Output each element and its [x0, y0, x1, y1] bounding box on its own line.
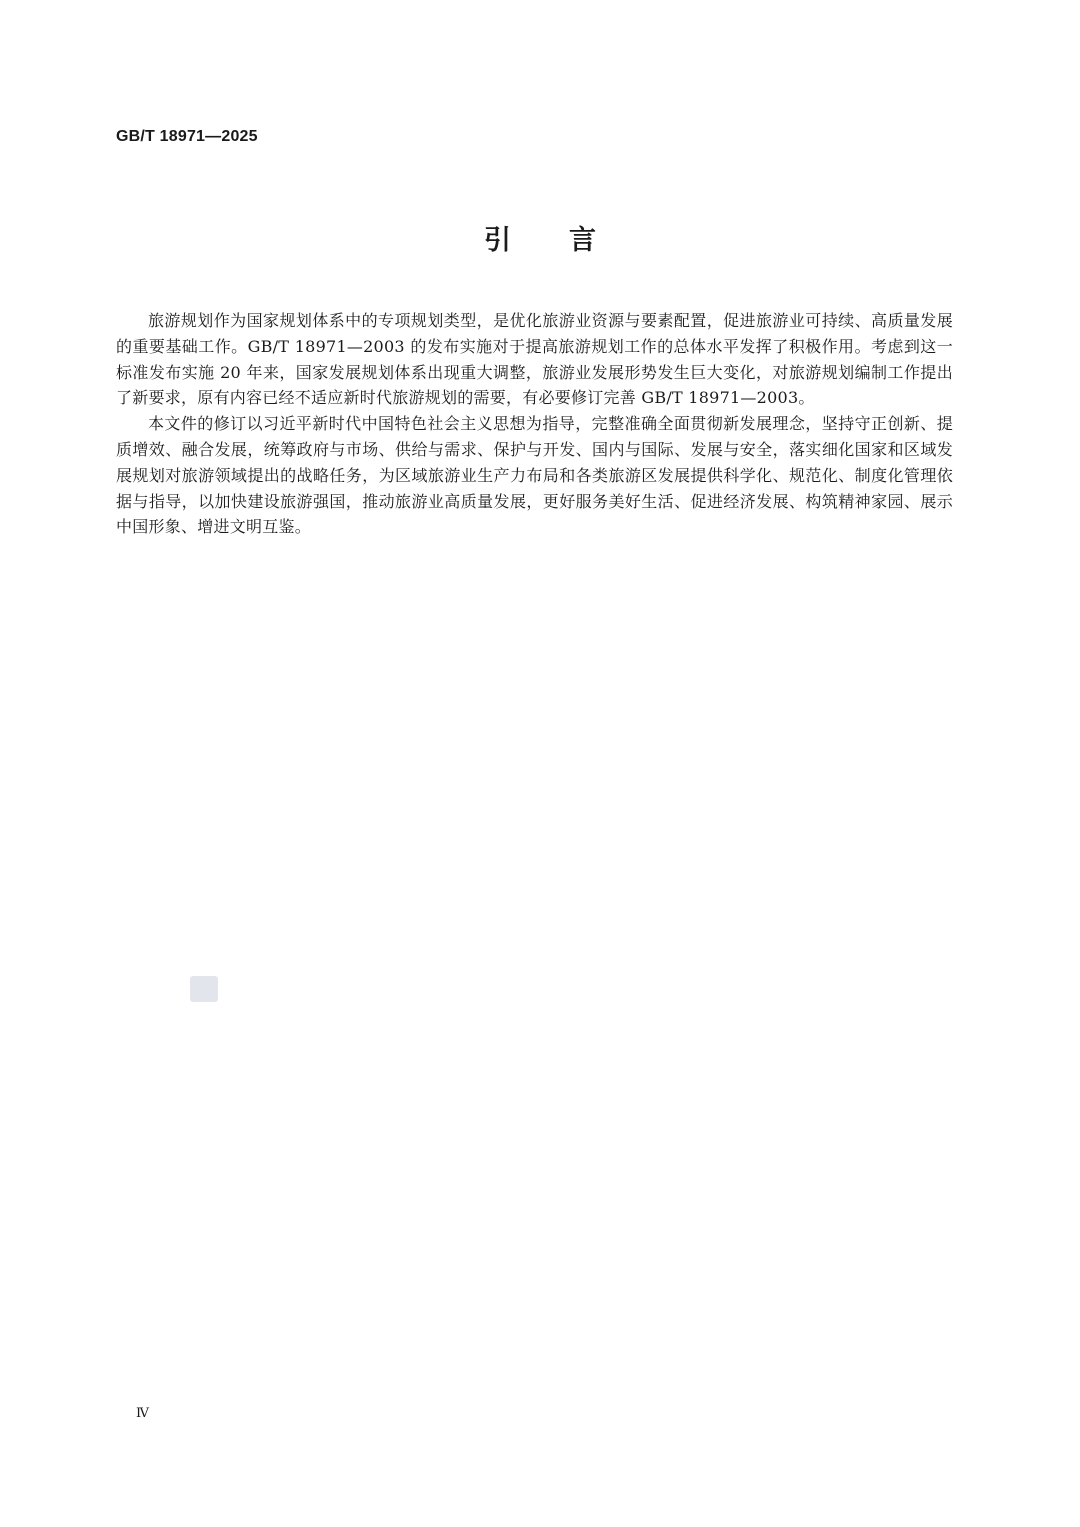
introduction-body: [116, 308, 953, 540]
standard-number: GB/T 18971—2025: [116, 128, 258, 145]
section-title-char-2: 言: [569, 225, 596, 256]
sac-watermark-logo: [190, 976, 218, 1002]
section-title-char-1: 引: [484, 225, 511, 256]
section-title: [0, 218, 1080, 257]
paragraph-1: 旅游规划作为国家规划体系中的专项规划类型，是优化旅游业资源与要素配置，促进旅游业可持续、高质量发展的重要基础工作。GB/T 18971—2003 的发布实施对于提高旅游规划工作的总体水平发挥了积极作用。考虑到这一标准发布实施 20 年来，国家发展规划体系出现重大调整，旅游业发展形势发生巨大变化，对旅游规划编制工作提出了新要求，原有内容已经不适应新时代旅游规划的需要，有必要修订完善 GB/T 18971—2003。: [116, 311, 953, 408]
page-number: Ⅳ: [136, 1405, 149, 1420]
paragraph-2: 本文件的修订以习近平新时代中国特色社会主义思想为指导，完整准确全面贯彻新发展理念，坚持守正创新、提质增效、融合发展，统筹政府与市场、供给与需求、保护与开发、国内与国际、发展与安全，落实细化国家和区域发展规划对旅游领域提出的战略任务，为区域旅游业生产力布局和各类旅游区发展提供科学化、规范化、制度化管理依据与指导，以加快建设旅游强国，推动旅游业高质量发展，更好服务美好生活、促进经济发展、构筑精神家园、展示中国形象、增进文明互鉴。: [116, 414, 953, 537]
